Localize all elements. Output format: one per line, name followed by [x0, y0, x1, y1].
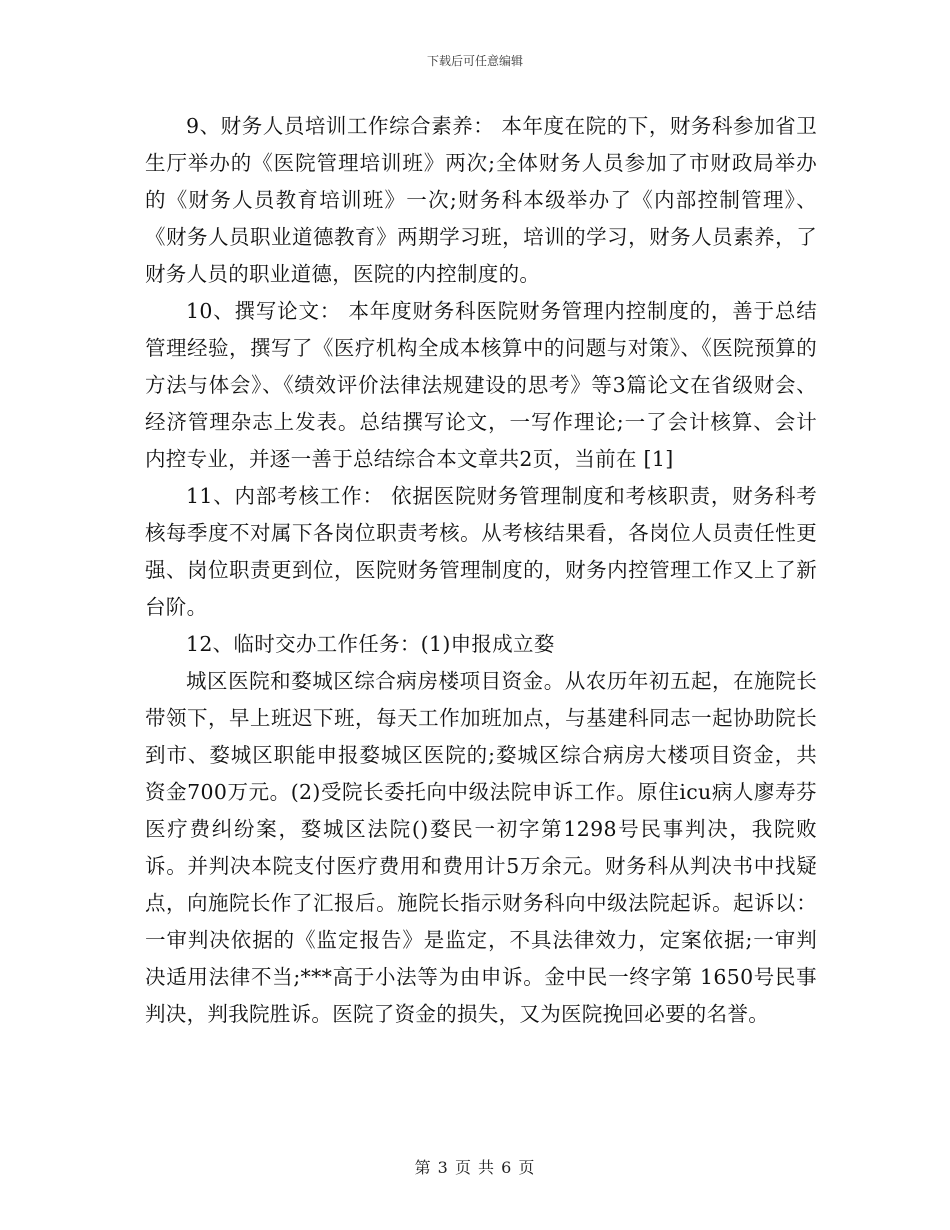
- paragraph-papers: 10、撰写论文： 本年度财务科医院财务管理内控制度的，善于总结管理经验，撰写了《医疗机构全成本核算中的问题与对策》、《医院预算的方法与体会》、《绩效评价法律法规建设的思考》等3篇论文在省级财会、经济管理杂志上发表。总结撰写论文，一写作理论;一了会计核算、会计内控专业，并逐一善于总结综合本文章共2页，当前在 [1]: [145, 299, 817, 471]
- paragraph-assessment: 11、内部考核工作： 依据医院财务管理制度和考核职责，财务科考核每季度不对属下各岗位职责考核。从考核结果看，各岗位人员责任性更强、岗位职责更到位，医院财务管理制度的，财务内控管理工作又上了新台阶。: [145, 484, 817, 619]
- page-header: 下载后可任意编辑: [426, 54, 523, 68]
- document-body: [145, 108, 817, 1033]
- paragraph-project-funding: 城区医院和婺城区综合病房楼项目资金。从农历年初五起，在施院长带领下，早上班迟下班，每天工作加班加点，与基建科同志一起协助院长到市、婺城区职能申报婺城区医院的;婺城区综合病房大楼项目资金，共资金700万元。(2)受院长委托向中级法院申诉工作。原住icu病人廖寿芬医疗费纠纷案，婺城区法院()婺民一初字第1298号民事判决，我院败诉。并判决本院支付医疗费用和费用计5万余元。财务科从判决书中找疑点，向施院长作了汇报后。施院长指示财务科向中级法院起诉。起诉以：一审判决依据的《监定报告》是监定，不具法律效力，定案依据;一审判决适用法律不当;***高于小法等为由申诉。金中民一终字第 1650号民事判决，判我院胜诉。医院了资金的损失，又为医院挽回必要的名誉。: [145, 669, 817, 1026]
- page-footer: 第 3 页 共 6 页: [414, 1158, 536, 1177]
- paragraph-temporary-tasks: 12、临时交办工作任务：(1)申报成立婺: [186, 632, 555, 656]
- paragraph-training: 9、财务人员培训工作综合素养： 本年度在院的下，财务科参加省卫生厅举办的《医院管理培训班》两次;全体财务人员参加了市财政局举办的《财务人员教育培训班》一次;财务科本级举办了《内部控制管理》、《财务人员职业道德教育》两期学习班，培训的学习，财务人员素养，了财务人员的职业道德，医院的内控制度的。: [145, 114, 817, 286]
